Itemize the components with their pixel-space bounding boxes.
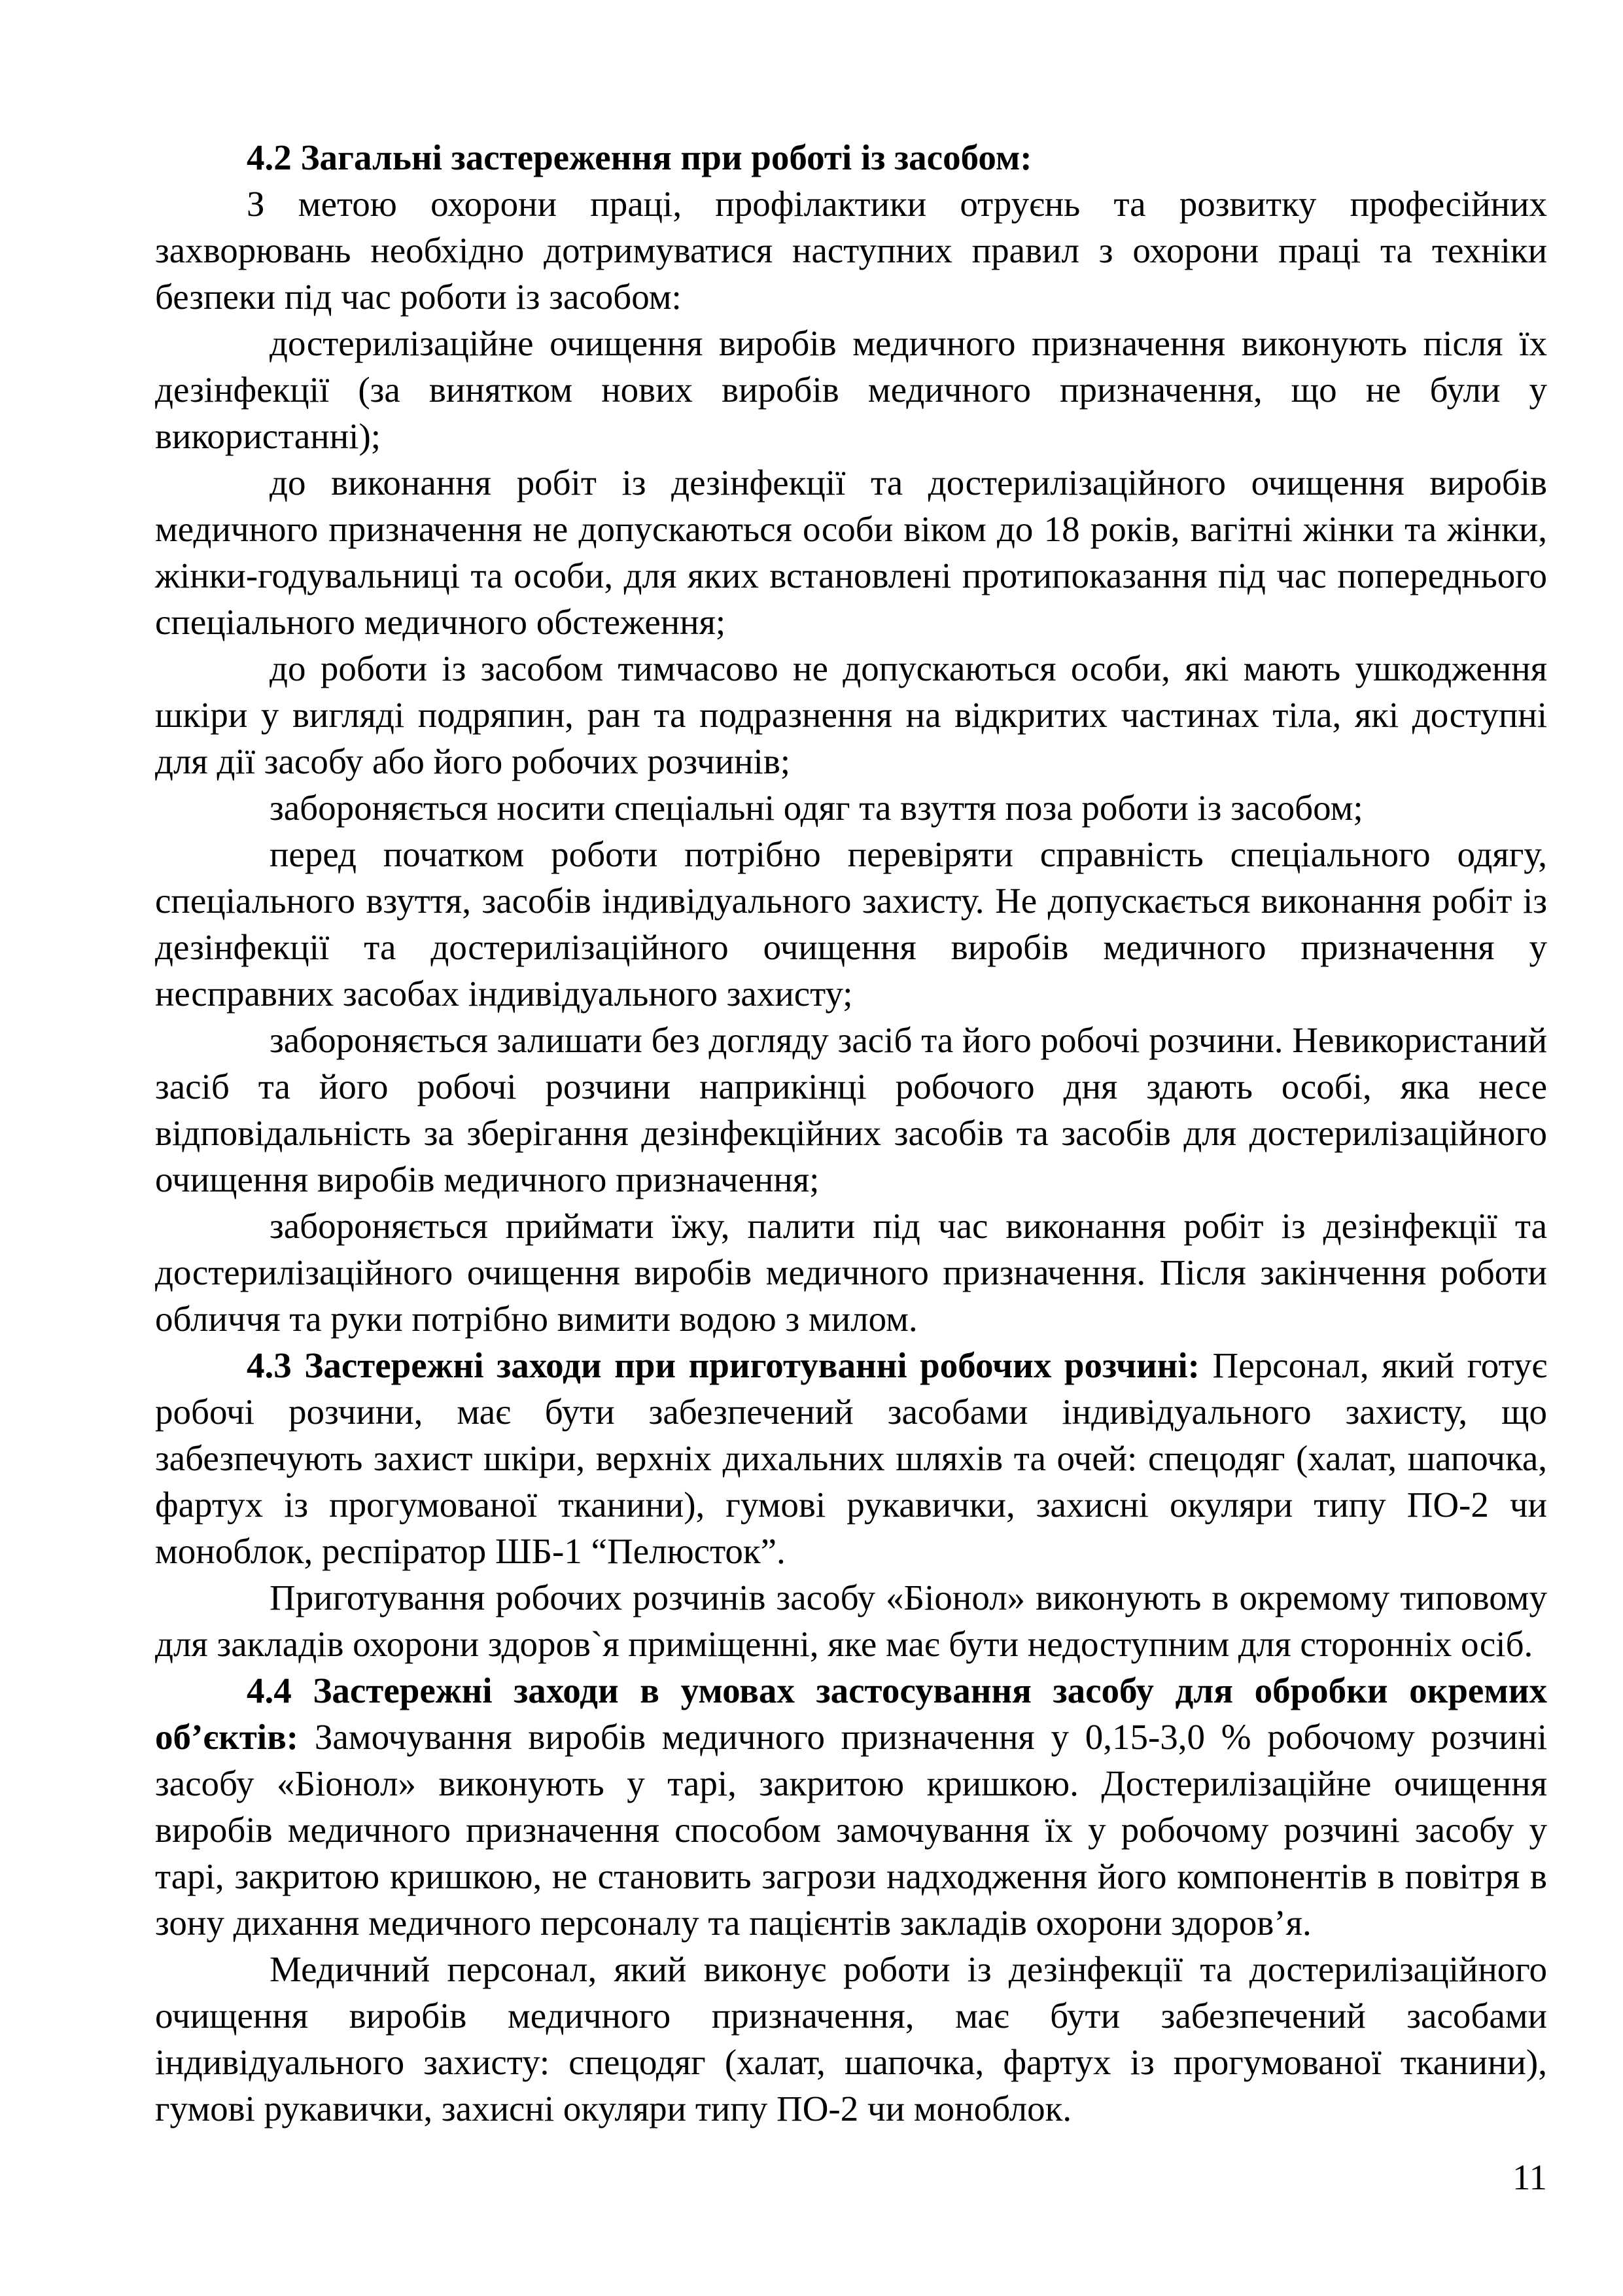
section-4-4: 4.4 Застережні заходи в умовах застосування засобу для обробки окремих об’єктів: Замочування виробів медичного призначення у 0,15-3,0 % робочому розчині засобу «Біонол» виконують у тарі, закритою кришкою. Достерилізаційне очищення виробів медичного призначення способом замочування їх у робочому розчині засобу у тарі, закритою кришкою, не становить загрози надходження його компонентів в повітря в зону дихання медичного персоналу та пацієнтів закладів охорони здоров’я.	[155, 1670, 1547, 1943]
paragraph-rule-no-eating: забороняється приймати їжу, палити під час виконання робіт із дезінфекції та достерилізаційного очищення виробів медичного призначення. Після закінчення роботи обличчя та руки потрібно вимити водою з милом.	[155, 1206, 1547, 1339]
paragraph-rule-presterilization: достерилізаційне очищення виробів медичного призначення виконують після їх дезінфекції (за винятком нових виробів медичного призначення, що не були у використанні);	[155, 323, 1547, 456]
paragraph-rule-age-restrictions: до виконання робіт із дезінфекції та достерилізаційного очищення виробів медичного призначення не допускаються особи віком до 18 років, вагітні жінки та жінки, жінки-годувальниці та особи, для яких встановлені протипоказання під час попереднього спеціального медичного обстеження;	[155, 463, 1547, 642]
page-number: 11	[1512, 2157, 1547, 2197]
document-body	[155, 134, 1547, 2132]
paragraph-intro: З метою охорони праці, профілактики отруєнь та розвитку професійних захворювань необхідно дотримуватися наступних правил з охорони праці та техніки безпеки під час роботи із засобом:	[155, 184, 1547, 317]
paragraph-rule-unattended-solutions: забороняється залишати без догляду засіб та його робочі розчини. Невикористаний засіб та його робочі розчини наприкінці робочого дня здають особі, яка несе відповідальність за зберігання дезінфекційних засобів та засобів для достерилізаційного очищення виробів медичного призначення;	[155, 1020, 1548, 1199]
paragraph-rule-skin-damage: до роботи із засобом тимчасово не допускаються особи, які мають ушкодження шкіри у вигляді подряпин, ран та подразнення на відкритих частинах тіла, які доступні для дії засобу або його робочих розчинів;	[155, 648, 1547, 781]
section-heading-4-3-label: 4.3 Застережні заходи при приготуванні робочих розчині:	[247, 1345, 1200, 1385]
paragraph-medical-personnel: Медичний персонал, який виконує роботи із дезінфекції та достерилізаційного очищення виробів медичного призначення, має бути забезпечений засобами індивідуального захисту: спецодяг (халат, шапочка, фартух із прогумованої тканини), гумові рукавички, захисні окуляри типу ПО-2 чи моноблок.	[155, 1949, 1547, 2128]
paragraph-rule-clothing: забороняється носити спеціальні одяг та взуття поза роботи із засобом;	[270, 788, 1363, 828]
section-4-3: 4.3 Застережні заходи при приготуванні робочих розчині: Персонал, який готує робочі розчини, має бути забезпечений засобами індивідуального захисту, що забезпечують захист шкіри, верхніх дихальних шляхів та очей: спецодяг (халат, шапочка, фартух із прогумованої тканини), гумові рукавички, захисні окуляри типу ПО-2 чи моноблок, респіратор ШБ-1 “Пелюсток”.	[155, 1345, 1548, 1571]
section-heading-4-2-label: 4.2 Загальні застереження при роботі із засобом:	[247, 137, 1032, 177]
section-heading-4-2	[155, 134, 1547, 181]
section-heading-4-4-label: 4.4 Застережні заходи в умовах застосування засобу для обробки окремих об’єктів:	[155, 1670, 1547, 1757]
paragraph-rule-check-equipment: перед початком роботи потрібно перевіряти справність спеціального одягу, спеціального взуття, засобів індивідуального захисту. Не допускається виконання робіт із дезінфекції та достерилізаційного очищення виробів медичного призначення у несправних засобах індивідуального захисту;	[155, 834, 1547, 1014]
paragraph-preparation-bionol: Приготування робочих розчинів засобу «Біонол» виконують в окремому типовому для закладів охорони здоров`я приміщенні, яке має бути недоступним для сторонніх осіб.	[155, 1578, 1547, 1664]
